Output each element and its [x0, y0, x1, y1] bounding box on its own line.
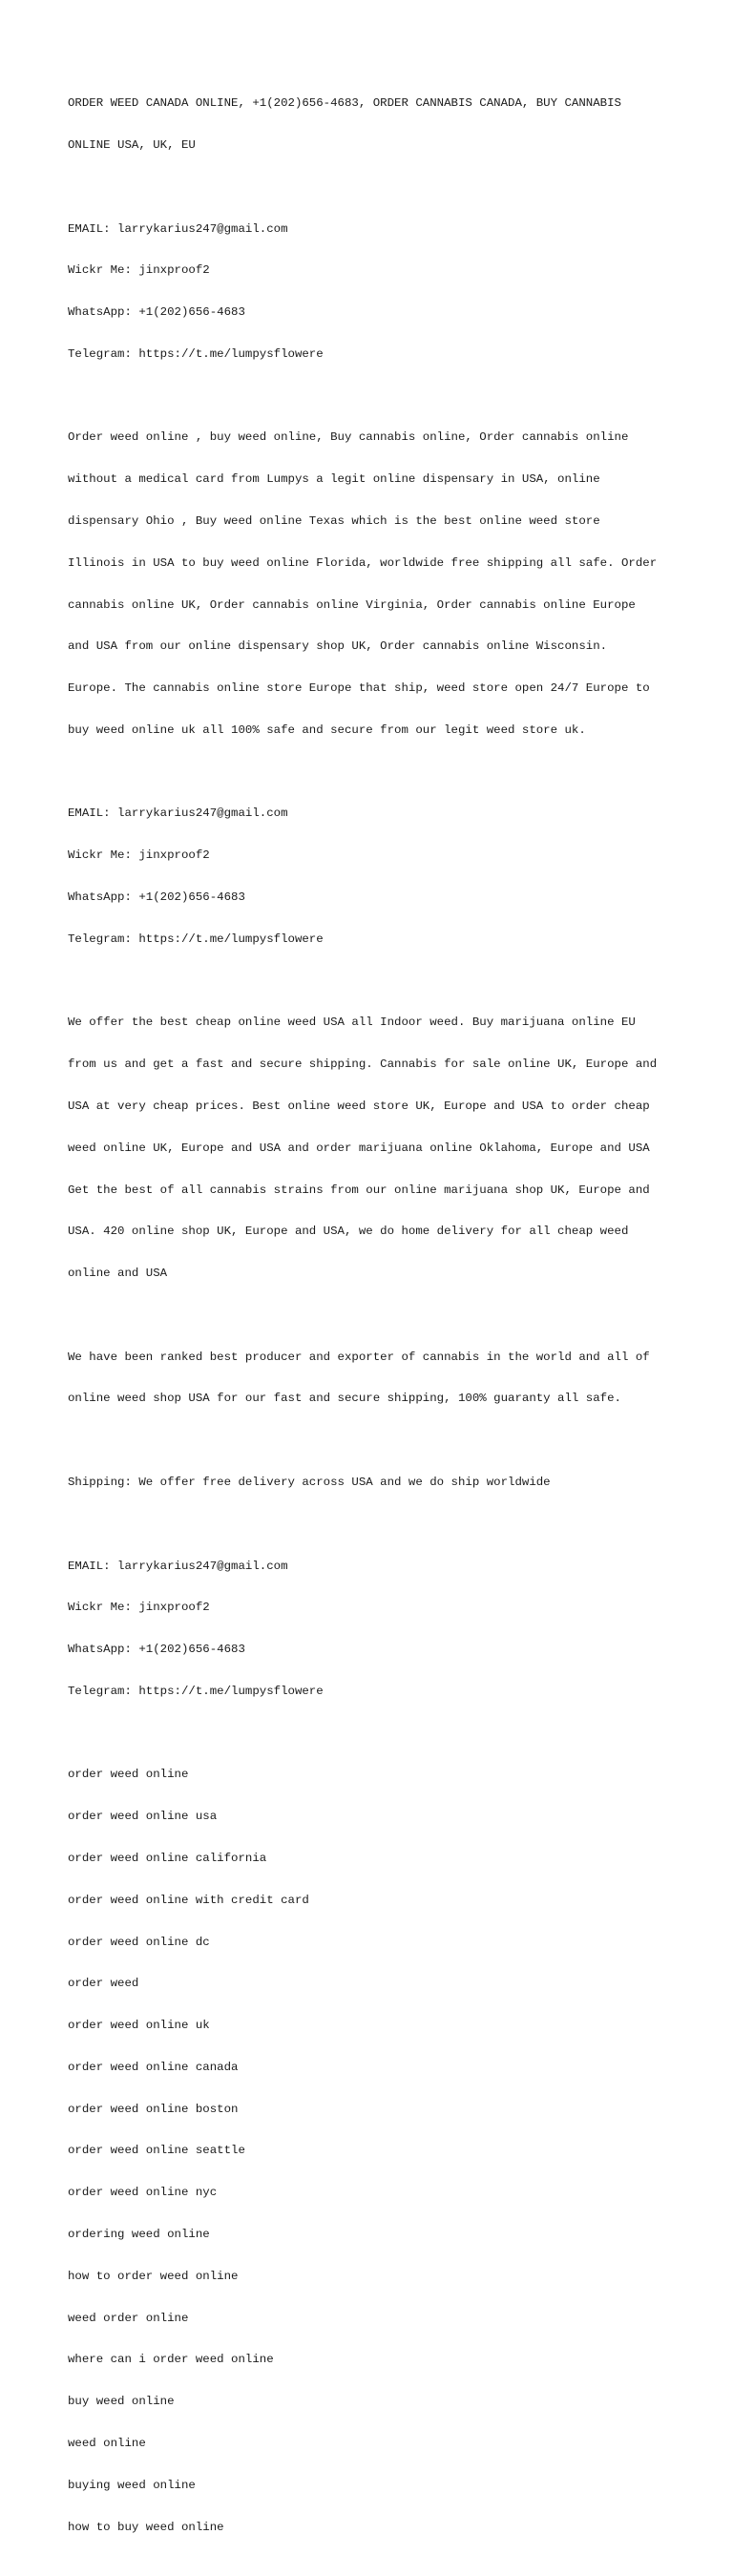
keyword-item: order weed online california	[68, 1852, 267, 1865]
paragraph-line: Illinois in USA to buy weed online Florida, worldwide free shipping all safe. Order	[68, 555, 658, 570]
contact-block-2	[68, 779, 679, 974]
keyword-item: order weed	[68, 1977, 139, 1991]
title-line: ONLINE USA, UK, EU	[68, 137, 196, 152]
keyword-item: order weed online usa	[68, 1810, 218, 1824]
paragraph-line: Order weed online , buy weed online, Buy cannabis online, Order cannabis online	[68, 430, 629, 445]
contact-whatsapp: WhatsApp: +1(202)656-4683	[68, 305, 245, 320]
contact-block-1	[68, 194, 679, 388]
paragraph-line: from us and get a fast and secure shipping. Cannabis for sale online UK, Europe and	[68, 1058, 658, 1072]
paragraph-line: and USA from our online dispensary shop UK, Order cannabis online Wisconsin.	[68, 639, 608, 654]
keyword-item: buy weed online	[68, 2395, 175, 2409]
title-line: ORDER WEED CANADA ONLINE, +1(202)656-4683, ORDER CANNABIS CANADA, BUY CANNABIS	[68, 96, 621, 111]
contact-email: EMAIL: larrykarius247@gmail.com	[68, 1559, 288, 1573]
paragraph-2	[68, 988, 679, 1309]
paragraph-3	[68, 1322, 679, 1434]
contact-wickr: Wickr Me: jinxproof2	[68, 1601, 210, 1615]
paragraph-line: buy weed online uk all 100% safe and secure from our legit weed store uk.	[68, 723, 586, 737]
keyword-item: order weed online	[68, 1768, 189, 1782]
keyword-item: order weed online nyc	[68, 2186, 218, 2200]
shipping-line: Shipping: We offer free delivery across USA and we do ship worldwide	[68, 1475, 551, 1489]
contact-email: EMAIL: larrykarius247@gmail.com	[68, 806, 288, 821]
paragraph-line: USA at very cheap prices. Best online weed store UK, Europe and USA to order cheap	[68, 1099, 650, 1113]
keyword-item: how to order weed online	[68, 2269, 239, 2283]
keyword-item: weed online	[68, 2436, 146, 2450]
keyword-list	[68, 1740, 679, 2562]
paragraph-line: online weed shop USA for our fast and secure shipping, 100% guaranty all safe.	[68, 1392, 621, 1406]
keyword-item: ordering weed online	[68, 2228, 210, 2242]
contact-telegram: Telegram: https://t.me/lumpysflowere	[68, 932, 324, 946]
contact-wickr: Wickr Me: jinxproof2	[68, 263, 210, 278]
paragraph-line: We have been ranked best producer and exporter of cannabis in the world and all of	[68, 1350, 650, 1364]
paragraph-line: USA. 420 online shop UK, Europe and USA, we do home delivery for all cheap weed	[68, 1225, 629, 1239]
shipping-note	[68, 1448, 679, 1518]
paragraph-line: Europe. The cannabis online store Europe that ship, weed store open 24/7 Europe to	[68, 681, 650, 696]
paragraph-line: dispensary Ohio , Buy weed online Texas which is the best online weed store	[68, 514, 600, 528]
contact-whatsapp: WhatsApp: +1(202)656-4683	[68, 1643, 245, 1657]
paragraph-1	[68, 403, 679, 764]
keyword-item: order weed online seattle	[68, 2144, 245, 2158]
contact-whatsapp: WhatsApp: +1(202)656-4683	[68, 890, 245, 905]
keyword-item: buying weed online	[68, 2478, 196, 2492]
keyword-item: order weed online uk	[68, 2019, 210, 2033]
paragraph-line: We offer the best cheap online weed USA all Indoor weed. Buy marijuana online EU	[68, 1016, 636, 1030]
paragraph-line: online and USA	[68, 1267, 168, 1281]
keyword-item: weed order online	[68, 2311, 189, 2325]
document-body	[68, 69, 679, 2576]
contact-wickr: Wickr Me: jinxproof2	[68, 848, 210, 863]
contact-telegram: Telegram: https://t.me/lumpysflowere	[68, 346, 324, 361]
keyword-item: where can i order weed online	[68, 2353, 274, 2367]
contact-telegram: Telegram: https://t.me/lumpysflowere	[68, 1684, 324, 1698]
keyword-item: order weed online canada	[68, 2060, 239, 2074]
paragraph-line: without a medical card from Lumpys a legit online dispensary in USA, online	[68, 472, 600, 487]
keyword-item: order weed online boston	[68, 2102, 239, 2116]
paragraph-line: cannabis online UK, Order cannabis online Virginia, Order cannabis online Europe	[68, 597, 636, 612]
keyword-item: how to buy weed online	[68, 2520, 224, 2534]
paragraph-line: weed online UK, Europe and USA and order marijuana online Oklahoma, Europe and USA	[68, 1141, 650, 1155]
contact-block-3	[68, 1531, 679, 1726]
document-title	[68, 69, 679, 180]
contact-email: EMAIL: larrykarius247@gmail.com	[68, 221, 288, 236]
paragraph-line: Get the best of all cannabis strains from our online marijuana shop UK, Europe and	[68, 1183, 650, 1197]
keyword-item: order weed online with credit card	[68, 1893, 309, 1907]
keyword-item: order weed online dc	[68, 1935, 210, 1949]
